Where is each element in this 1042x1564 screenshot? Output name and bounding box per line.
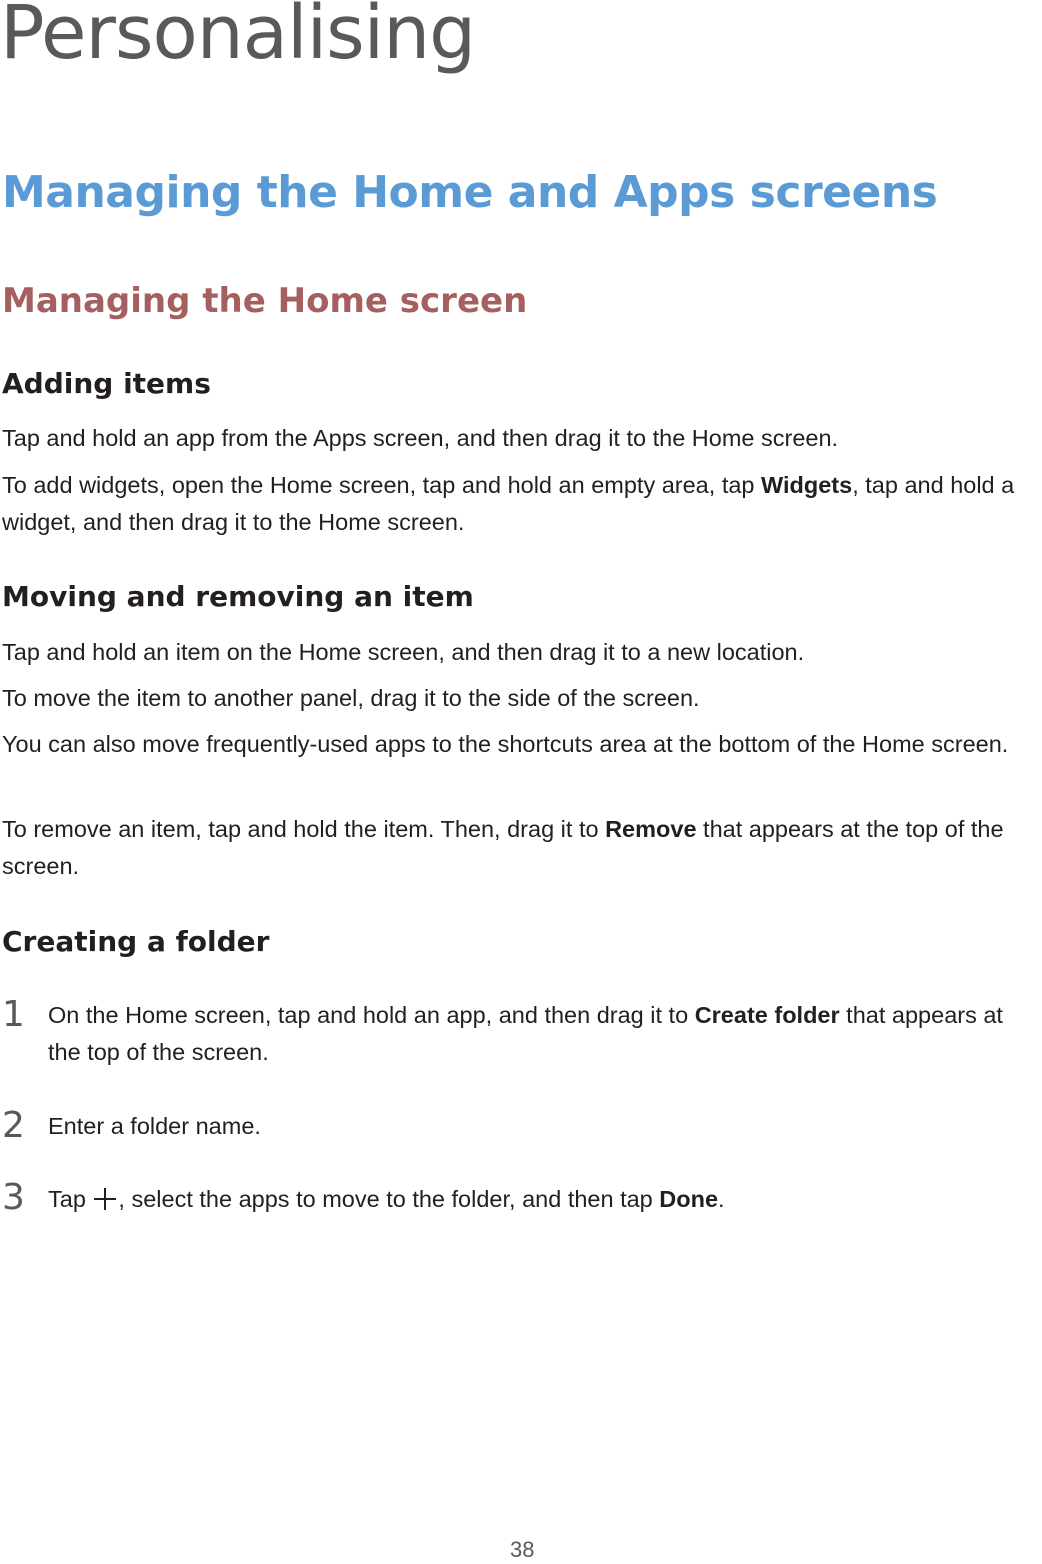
step-1-text-start: On the Home screen, tap and hold an app, and then drag it to (48, 1002, 695, 1028)
step-1-text (48, 997, 1042, 1071)
section-title: Managing the Home and Apps screens (2, 167, 938, 218)
adding-items-p2-text-end: , tap and hold a widget, and then drag it to the Home screen. (2, 472, 1015, 535)
step-3-text-start: Tap (48, 1186, 93, 1212)
moving-items-paragraph-1: Tap and hold an item on the Home screen, and then drag it to a new location. (2, 639, 805, 665)
step-3-text-mid: , select the apps to move to the folder, and then tap (118, 1186, 660, 1212)
moving-items-p4-text-end: that appears at the top of the screen. (2, 816, 1004, 879)
step-number-1: 1 (2, 994, 25, 1035)
step-3-text (48, 1181, 1042, 1218)
create-folder-label: Create folder (694, 1002, 840, 1028)
adding-items-paragraph-2 (2, 467, 1042, 541)
step-number-3: 3 (2, 1177, 25, 1218)
adding-items-heading: Adding items (2, 367, 211, 400)
moving-items-heading: Moving and removing an item (2, 580, 474, 613)
step-3-text-end: . (718, 1186, 725, 1212)
moving-items-paragraph-4 (2, 811, 1042, 885)
remove-label: Remove (605, 816, 697, 842)
done-label: Done (659, 1186, 719, 1212)
moving-items-paragraph-2: To move the item to another panel, drag it to the side of the screen. (2, 685, 700, 711)
step-1-text-end: that appears at the top of the screen. (48, 1002, 1003, 1065)
adding-items-p2-text: To add widgets, open the Home screen, tap and hold an empty area, tap (2, 472, 762, 498)
chapter-title: Personalising (0, 0, 476, 76)
page-number: 38 (510, 1537, 535, 1562)
subsection-title: Managing the Home screen (2, 281, 528, 321)
plus-icon (94, 1188, 116, 1210)
moving-items-paragraph-3: You can also move frequently-used apps to the shortcuts area at the bottom of the Home screen. (2, 731, 1009, 757)
widgets-label: Widgets (761, 472, 853, 498)
step-2-text: Enter a folder name. (48, 1113, 261, 1139)
step-number-2: 2 (2, 1105, 25, 1146)
moving-items-p4-text: To remove an item, tap and hold the item. Then, drag it to (2, 816, 606, 842)
adding-items-paragraph-1: Tap and hold an app from the Apps screen, and then drag it to the Home screen. (2, 425, 839, 451)
creating-folder-heading: Creating a folder (2, 925, 270, 958)
